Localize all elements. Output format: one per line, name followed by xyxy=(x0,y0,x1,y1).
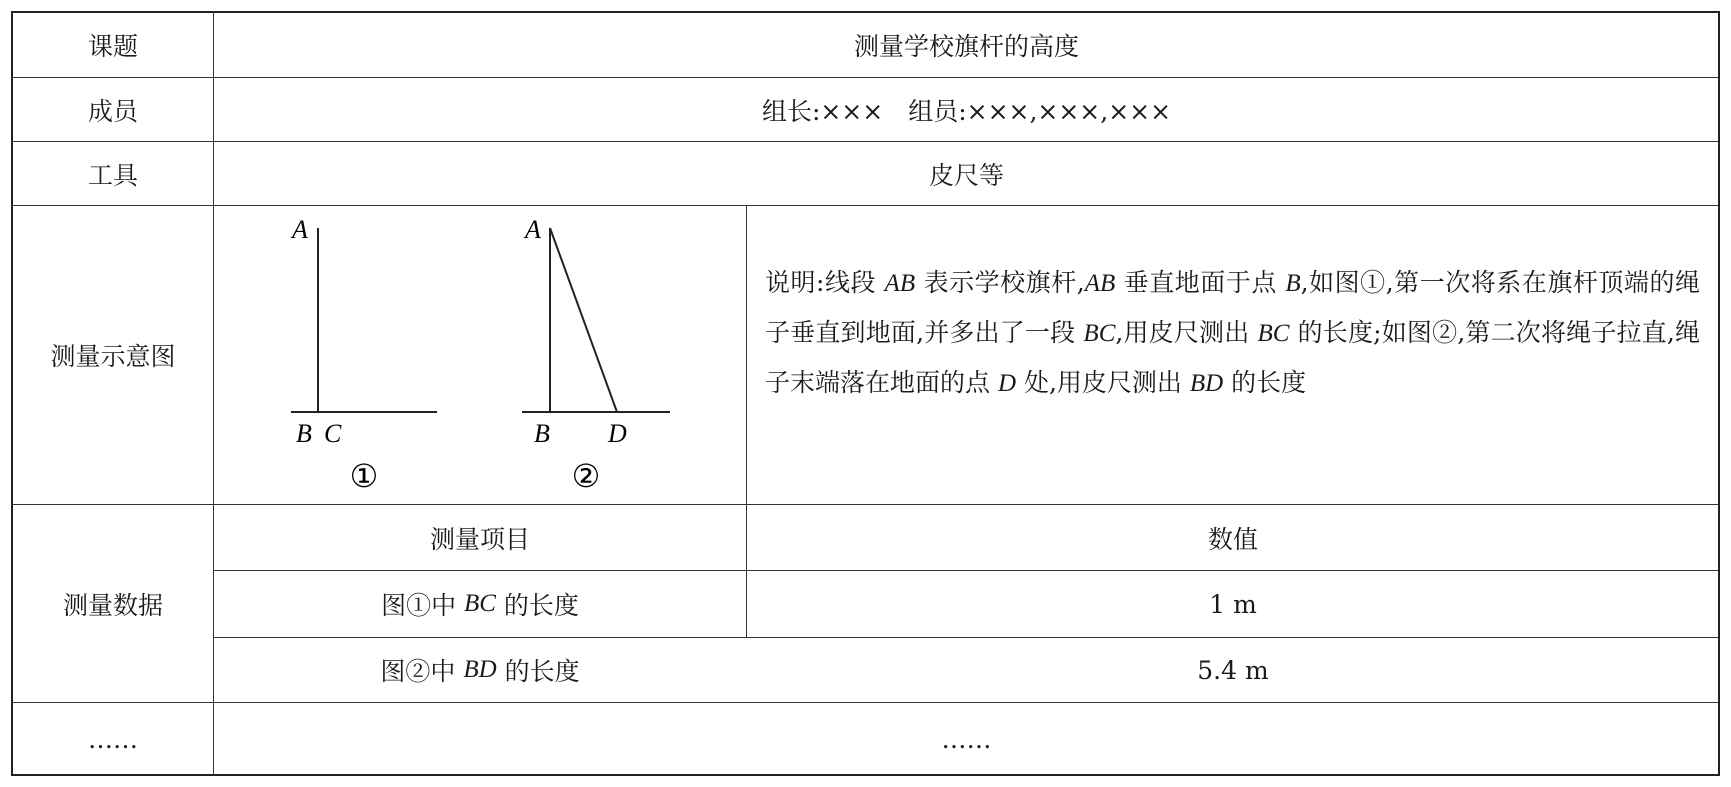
item-text: 的长度 xyxy=(495,591,579,620)
data-row-item xyxy=(214,571,746,637)
fig1-label-c: C xyxy=(324,419,342,448)
desc-text: 表示学校旗杆, xyxy=(915,268,1085,297)
figure-1 xyxy=(290,215,437,494)
desc-segment: AB xyxy=(1084,270,1116,297)
desc-point: D xyxy=(997,370,1017,397)
item-text: 的长度 xyxy=(496,657,580,686)
tools-value: 皮尺等 xyxy=(928,160,1004,190)
topic-value: 测量学校旗杆的高度 xyxy=(853,31,1079,61)
desc-text: 垂直地面于点 xyxy=(1115,268,1286,297)
row-label-data: 测量数据 xyxy=(62,590,163,620)
desc-segment: BC xyxy=(1083,320,1116,347)
fig1-label-a: A xyxy=(292,215,308,244)
data-row-value: 1 m xyxy=(1209,589,1257,619)
item-text: 图②中 xyxy=(380,657,464,686)
desc-text: 的长度;如图②,第二次将绳子拉直,绳子末端落在地面的点 xyxy=(765,318,1700,397)
ellipsis-label: …… xyxy=(88,724,138,754)
fig2-label-d: D xyxy=(608,419,627,448)
row-label-diagram: 测量示意图 xyxy=(50,342,176,371)
fig1-label-b: B xyxy=(296,419,312,448)
item-text: 图①中 xyxy=(381,591,465,620)
header-item: 测量项目 xyxy=(429,524,530,554)
desc-text: 的长度 xyxy=(1223,368,1307,397)
measurement-diagrams xyxy=(214,206,746,504)
row-label-tools: 工具 xyxy=(87,160,138,190)
row-label-topic: 课题 xyxy=(87,31,138,61)
fig2-label-b: B xyxy=(534,419,550,448)
fig2-label-a: A xyxy=(525,215,541,244)
desc-segment: BC xyxy=(1257,320,1290,347)
desc-segment: BD xyxy=(1189,370,1224,397)
members-value: 组长:××× 组员:×××,×××,××× xyxy=(761,96,1172,126)
item-segment: BD xyxy=(463,656,497,683)
desc-text: 说明:线段 xyxy=(765,268,885,297)
desc-segment: AB xyxy=(884,270,916,297)
header-value: 数值 xyxy=(1207,524,1258,554)
data-row-value: 5.4 m xyxy=(1197,655,1269,685)
data-row-item xyxy=(214,638,746,702)
desc-text: ,如图①,第一次将系在旗杆顶端的绳子垂直到地面,并多出了一段 xyxy=(765,268,1700,347)
row-label-members: 成员 xyxy=(87,96,138,126)
desc-point: B xyxy=(1285,270,1301,297)
item-segment: BC xyxy=(464,590,496,617)
desc-text: ,用皮尺测出 xyxy=(1115,318,1258,347)
ellipsis-value: …… xyxy=(941,724,992,754)
figure-2 xyxy=(522,215,670,494)
fig2-caption: ② xyxy=(571,458,601,494)
desc-text: 处,用皮尺测出 xyxy=(1016,368,1190,397)
diagram-description xyxy=(765,258,1700,408)
fig1-caption: ① xyxy=(349,458,379,494)
